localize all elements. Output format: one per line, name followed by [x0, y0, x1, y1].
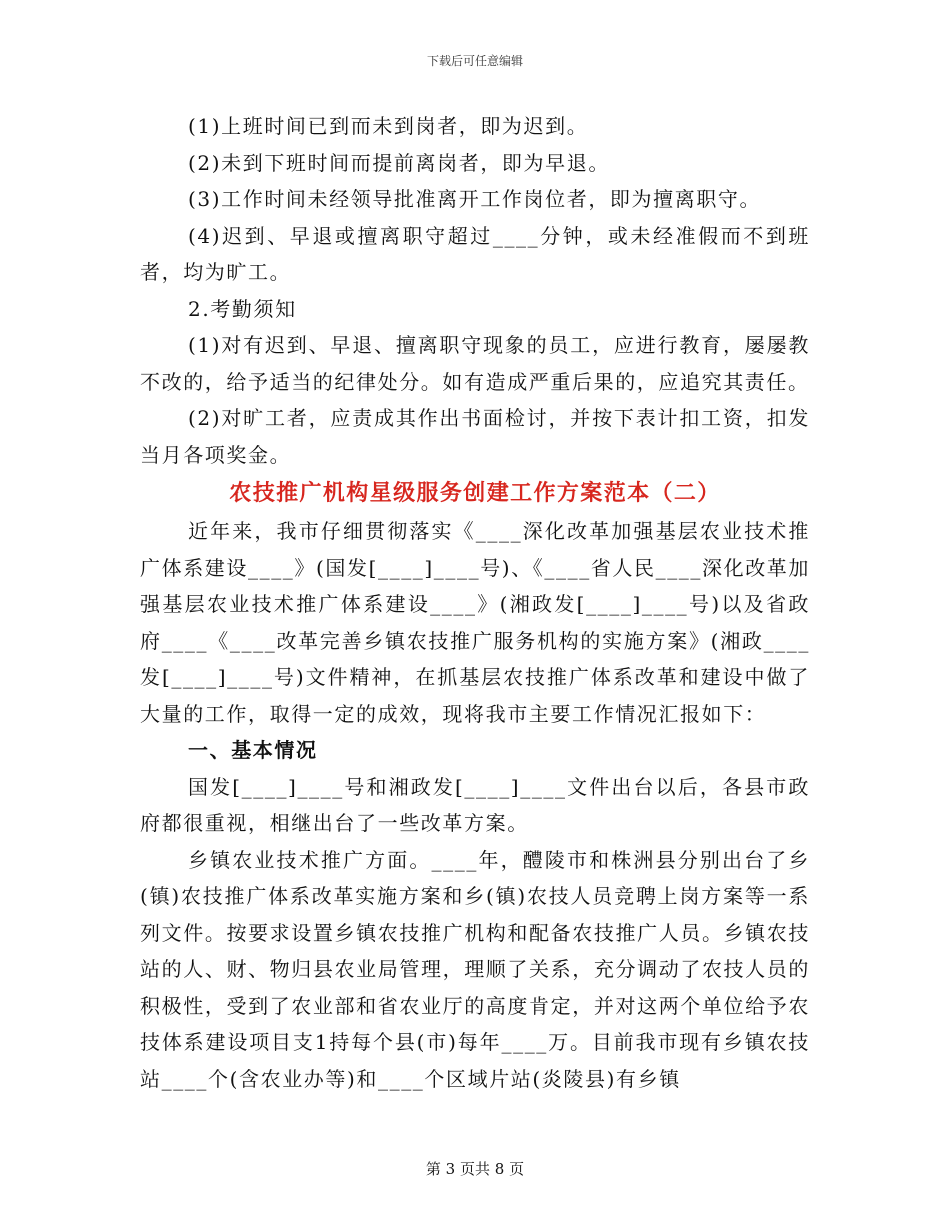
paragraph-absentee-penalty: (2)对旷工者，应责成其作出书面检讨，并按下表计扣工资，扣发当月各项奖金。: [140, 406, 810, 467]
paragraph-leave-post: (3)工作时间未经领导批准离开工作岗位者，即为擅离职守。: [188, 187, 762, 211]
section-heading-basic-situation: 一、基本情况: [188, 738, 318, 762]
paragraph-policy-response: 国发[____]____号和湘政发[____]____文件出台以后，各县市政府都很重视，相继出台了一些改革方案。: [140, 774, 810, 835]
page-header: 下载后可任意编辑: [426, 54, 523, 68]
paragraph-discipline: (1)对有迟到、早退、擅离职守现象的员工，应进行教育，屡屡教不改的，给予适当的纪律处分。如有造成严重后果的，应追究其责任。: [140, 333, 810, 394]
document-body: [140, 108, 810, 1097]
document-title: 农技推广机构星级服务创建工作方案范本（二）: [229, 480, 721, 506]
paragraph-township-extension: 乡镇农业技术推广方面。____年，醴陵市和株洲县分别出台了乡(镇)农技推广体系改革实施方案和乡(镇)农技人员竞聘上岗方案等一系列文件。按要求设置乡镇农技推广机构和配备农技推广人员。乡镇农技站的人、财、物归县农业局管理，理顺了关系，充分调动了农技人员的积极性，受到了农业部和省农业厅的高度肯定，并对这两个单位给予农技体系建设项目支1持每个县(市)每年____万。目前我市现有乡镇农技站____个(含农业办等)和____个区域片站(炎陵县)有乡镇: [140, 847, 810, 1091]
paragraph-absenteeism: (4)迟到、早退或擅离职守超过____分钟，或未经准假而不到班者，均为旷工。: [140, 223, 810, 284]
paragraph-attendance-notice-heading: 2.考勤须知: [188, 296, 297, 321]
paragraph-early-leave: (2)未到下班时间而提前离岗者，即为早退。: [188, 150, 610, 175]
page-footer: 第 3 页共 8 页: [425, 1160, 525, 1178]
paragraph-introduction: 近年来，我市仔细贯彻落实《____深化改革加强基层农业技术推广体系建设____》(国发[____]____号)、《____省人民____深化改革加强基层农业技术推广体系建设____》(湘政发[____]____号)以及省政府____《____改革完善乡镇农技推广服务机构的实施方案》(湘政____发[____]____号)文件精神，在抓基层农技推广体系改革和建设中做了大量的工作，取得一定的成效，现将我市主要工作情况汇报如下：: [140, 519, 811, 726]
paragraph-late: (1)上班时间已到而未到岗者，即为迟到。: [188, 114, 589, 138]
